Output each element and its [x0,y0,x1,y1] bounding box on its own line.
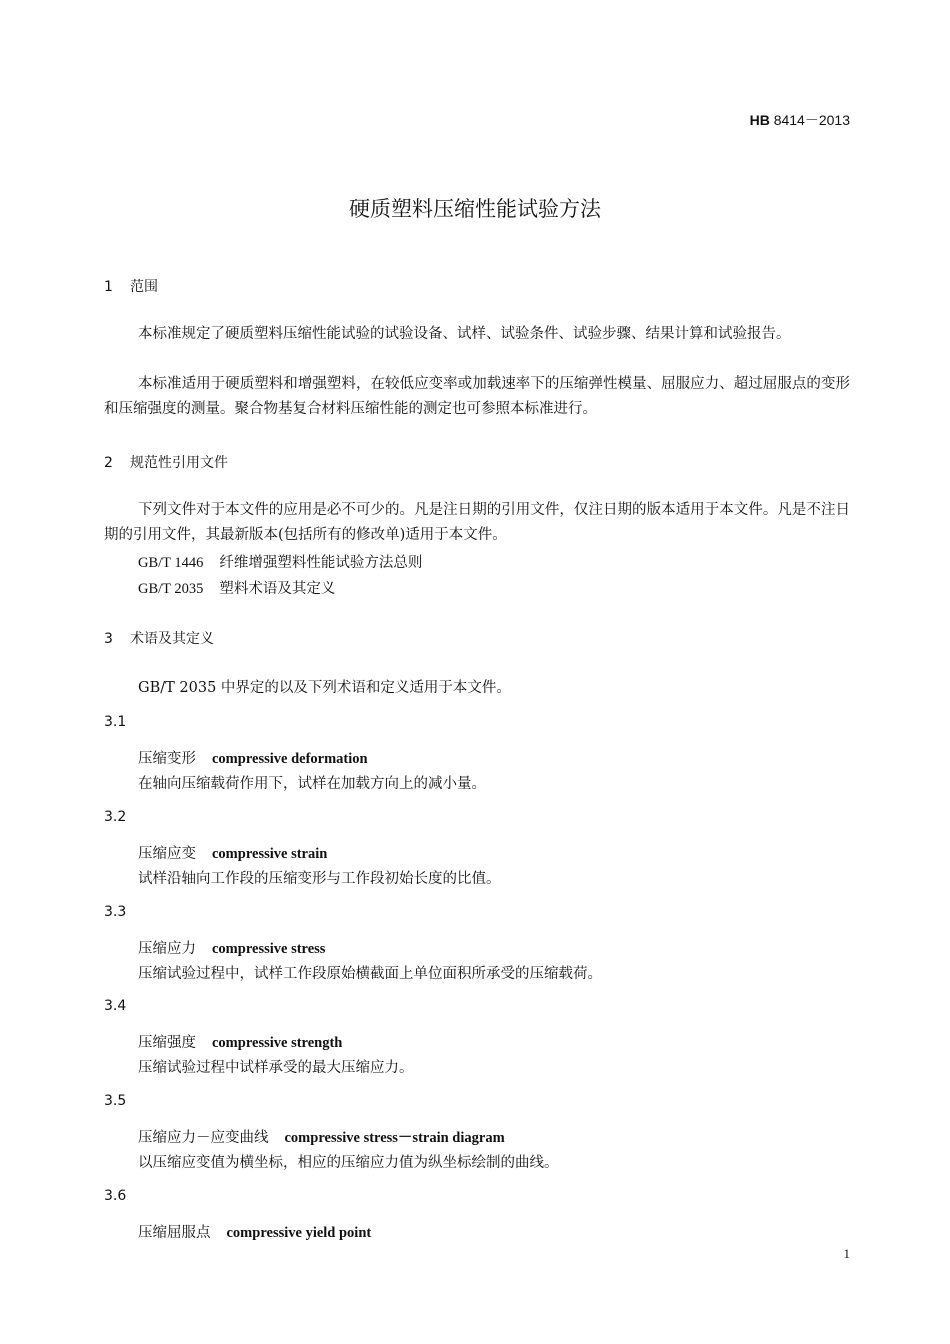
term-number: 3.5 [104,1093,127,1109]
term-definition: 在轴向压缩载荷作用下，试样在加载方向上的减小量。 [138,776,486,792]
term-number: 3.1 [104,714,127,730]
term-number: 3.3 [104,904,127,920]
term-title: 压缩应力－应变曲线 compressive stress－strain diagram [138,1130,505,1146]
section-2-heading: 2 规范性引用文件 [104,455,228,471]
term-title: 压缩屈服点 compressive yield point [138,1225,372,1241]
term-title: 压缩变形 compressive deformation [138,751,368,767]
term-definition: 以压缩应变值为横坐标，相应的压缩应力值为纵坐标绘制的曲线。 [138,1155,559,1171]
term-definition: 试样沿轴向工作段的压缩变形与工作段初始长度的比值。 [138,871,501,887]
reference-item: GB/T 1446 纤维增强塑料性能试验方法总则 [138,555,423,571]
section-1-paragraph-1: 本标准规定了硬质塑料压缩性能试验的试验设备、试样、试验条件、试验步骤、结果计算和试验报告。 [138,326,791,342]
term-number: 3.2 [104,809,127,825]
document-title: 硬质塑料压缩性能试验方法 [349,197,601,221]
term-title: 压缩应变 compressive strain [138,846,328,862]
term-definition: 压缩试验过程中，试样工作段原始横截面上单位面积所承受的压缩载荷。 [138,966,602,982]
term-number: 3.6 [104,1188,127,1204]
section-1-heading: 1 范围 [104,279,158,295]
term-title: 压缩应力 compressive stress [138,941,326,957]
term-number: 3.4 [104,998,127,1014]
section-3-heading: 3 术语及其定义 [104,631,214,647]
section-2-paragraph-1: 下列文件对于本文件的应用是必不可少的。凡是注日期的引用文件，仅注日期的版本适用于本文件。凡是不注日期的引用文件，其最新版本(包括所有的修改单)适用于本文件。 [104,502,850,543]
standard-code: HB 8414－2013 [749,112,850,128]
section-3-intro: GB/T 2035 中界定的以及下列术语和定义适用于本文件。 [138,680,511,696]
section-1-paragraph-2: 本标准适用于硬质塑料和增强塑料，在较低应变率或加载速率下的压缩弹性模量、屈服应力、超过屈服点的变形和压缩强度的测量。聚合物基复合材料压缩性能的测定也可参照本标准进行。 [104,376,850,417]
term-title: 压缩强度 compressive strength [138,1035,343,1051]
term-definition: 压缩试验过程中试样承受的最大压缩应力。 [138,1060,414,1076]
reference-item: GB/T 2035 塑料术语及其定义 [138,581,336,597]
page-number: 1 [843,1246,850,1261]
